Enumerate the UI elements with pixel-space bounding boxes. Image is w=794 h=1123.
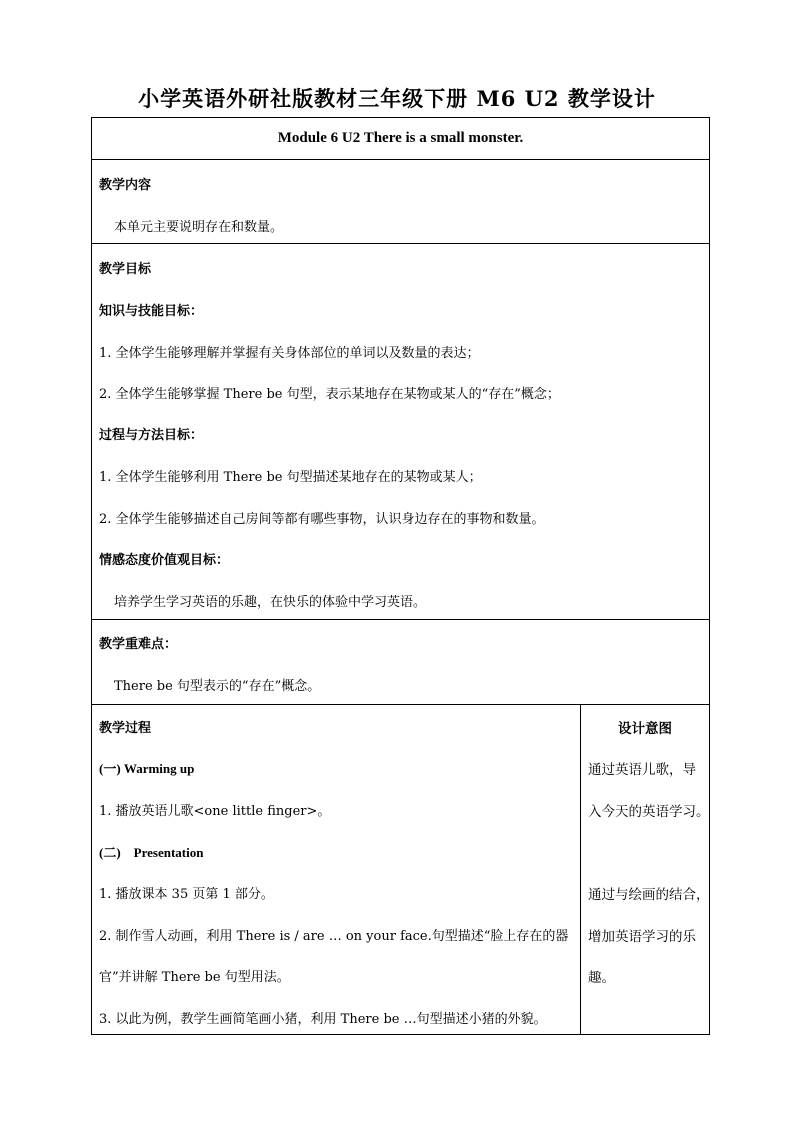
step-item: 1. 播放英语儿歌<one little finger>。 (99, 804, 331, 819)
column-divider (580, 704, 581, 1034)
row-divider (92, 619, 709, 620)
design-intent-heading: 设计意图 (618, 721, 672, 737)
step-heading: (一) Warming up (99, 761, 195, 776)
knowledge-heading: 知识与技能目标： (99, 304, 204, 319)
row-divider (92, 243, 709, 244)
emotion-text: 培养学生学习英语的乐趣，在快乐的体验中学习英语。 (114, 595, 427, 610)
process-goal-item: 1. 全体学生能够利用 There be 句型描述某地存在的某物或某人； (99, 470, 482, 485)
design-intent-note: 增加英语学习的乐 (588, 929, 696, 945)
process-heading: 教学过程 (99, 721, 152, 736)
document-title: 小学英语外研社版教材三年级下册 M6 U2 教学设计 (138, 86, 656, 111)
emotion-heading: 情感态度价值观目标： (99, 553, 230, 568)
step-item-continued: 官”并讲解 There be 句型用法。 (99, 970, 290, 985)
key-points-text: There be 句型表示的“存在”概念。 (114, 679, 321, 694)
process-goal-item: 2. 全体学生能够描述自己房间等都有哪些事物，认识身边存在的事物和数量。 (99, 512, 545, 527)
step-item: 2. 制作雪人动画，利用 There is / are … on your face.句型描述“脸上存在的器 (99, 929, 569, 944)
design-intent-note: 通过与绘画的结合， (588, 887, 710, 903)
step-item: 3. 以此为例，教学生画简笔画小猪，利用 There be …句型描述小猪的外貌。 (99, 1012, 547, 1027)
knowledge-item: 1. 全体学生能够理解并掌握有关身体部位的单词以及数量的表达； (99, 346, 480, 361)
module-header: Module 6 U2 There is a small monster. (277, 130, 524, 146)
lesson-plan-table (91, 117, 710, 1035)
key-points-heading: 教学重难点： (99, 637, 178, 652)
process-goal-heading: 过程与方法目标： (99, 428, 204, 443)
content-heading: 教学内容 (99, 178, 152, 193)
design-intent-note: 趣。 (588, 970, 615, 986)
design-intent-note: 入今天的英语学习。 (588, 804, 710, 820)
content-text: 本单元主要说明存在和数量。 (114, 220, 284, 235)
step-item: 1. 播放课本 35 页第 1 部分。 (99, 887, 274, 902)
row-divider (92, 159, 709, 160)
step-heading: (二) Presentation (99, 845, 204, 860)
objectives-heading: 教学目标 (99, 262, 152, 277)
row-divider (92, 704, 709, 705)
knowledge-item: 2. 全体学生能够掌握 There be 句型，表示某地存在某物或某人的“存在”概念； (99, 387, 560, 402)
design-intent-note: 通过英语儿歌，导 (588, 762, 696, 778)
